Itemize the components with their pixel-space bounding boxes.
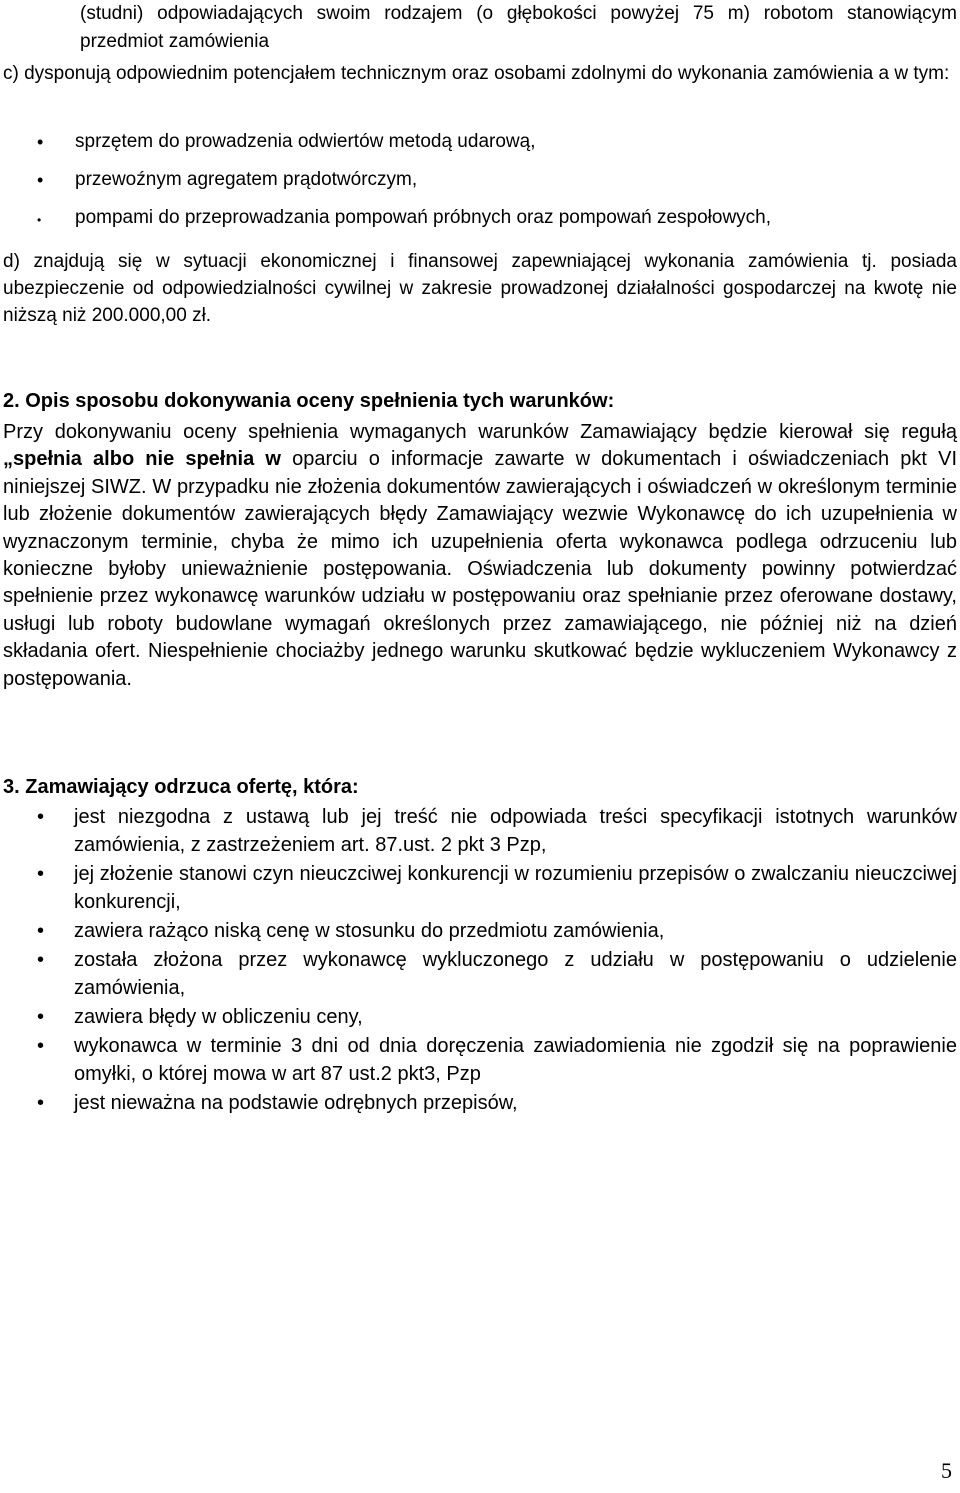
list-item bbox=[3, 204, 957, 242]
section-2-rule-bold: „spełnia albo nie spełnia w bbox=[3, 448, 281, 471]
list-item bbox=[3, 1089, 957, 1117]
list-item bbox=[3, 1032, 957, 1088]
list-item-text: została złożona przez wykonawcę wykluczonego z udziału w postępowaniu o udzielenie zamówienia, bbox=[74, 949, 957, 999]
bullet-icon: • bbox=[37, 132, 44, 152]
bullet-icon: • bbox=[37, 1035, 45, 1057]
bullet-icon: • bbox=[37, 806, 45, 828]
condition-d bbox=[3, 248, 957, 329]
section-2-text-after: oparciu o informacje zawarte w dokumentach i oświadczeniach pkt VI niniejszej SIWZ. W przypadku nie złożenia dokumentów zawierających i oświadczeń w określonym terminie lub złożenie dokumentów zawierających błędy Zamawiający wezwie Wykonawcę do ich uzupełnienia w wyznaczonym terminie, chyba że mimo ich uzupełnienia oferta wykonawca podlega odrzuceniu lub konieczne byłoby unieważnienie postępowania. Oświadczenia lub dokumenty powinny potwierdzać spełnienie przez wykonawcę warunków udziału w postępowaniu oraz spełnianie przez oferowane dostawy, usługi lub roboty budowlane wymagań określonych przez zamawiającego, nie później niż na dzień składania ofert. Niespełnienie chociażby jednego warunku skutkować będzie wykluczeniem Wykonawcy z postępowania. bbox=[3, 448, 957, 690]
page-number: 5 bbox=[941, 1458, 952, 1483]
section-2 bbox=[3, 388, 957, 693]
condition-d-text: d) znajdują się w sytuacji ekonomicznej i finansowej zapewniającej wykonania zamówienia tj. posiada ubezpieczenie od odpowiedzialności cywilnej w zakresie prowadzonej działalności gospodarczej na kwotę nie niższą niż 200.000,00 zł. bbox=[3, 251, 957, 326]
section-3 bbox=[3, 774, 957, 1118]
bullet-icon: • bbox=[37, 920, 45, 942]
bullet-icon: • bbox=[37, 1006, 45, 1028]
intro-block bbox=[3, 0, 957, 88]
list-item-text: pompami do przeprowadzania pompowań próbnych oraz pompowań zespołowych, bbox=[75, 207, 772, 228]
list-item bbox=[3, 1003, 957, 1031]
list-item-text: zawiera błędy w obliczeniu ceny, bbox=[74, 1006, 363, 1028]
list-item-text: jest niezgodna z ustawą lub jej treść nie odpowiada treści specyfikacji istotnych warunków zamówienia, z zastrzeżeniem art. 87.ust. 2 pkt 3 Pzp, bbox=[74, 806, 957, 856]
list-item bbox=[3, 803, 957, 859]
intro-continuation: (studni) odpowiadających swoim rodzajem (o głębokości powyżej 75 m) robotom stanowiącym przedmiot zamówienia bbox=[80, 3, 957, 52]
rejection-list bbox=[3, 803, 957, 1117]
section-2-heading: 2. Opis sposobu dokonywania oceny spełnienia tych warunków: bbox=[3, 390, 615, 412]
list-item-text: zawiera rażąco niską cenę w stosunku do przedmiotu zamówienia, bbox=[74, 920, 665, 942]
section-2-body bbox=[3, 419, 957, 693]
bullet-icon: • bbox=[37, 949, 45, 971]
bullet-icon: • bbox=[37, 170, 44, 190]
list-item bbox=[3, 166, 957, 204]
condition-c: c) dysponują odpowiednim potencjałem technicznym oraz osobami zdolnymi do wykonania zamówienia a w tym: bbox=[3, 63, 950, 84]
list-item-text: jej złożenie stanowi czyn nieuczciwej konkurencji w rozumieniu przepisów o zwalczaniu nieuczciwej konkurencji, bbox=[74, 863, 957, 913]
bullet-icon: • bbox=[37, 863, 45, 885]
bullet-icon: • bbox=[37, 1092, 45, 1114]
list-item bbox=[3, 917, 957, 945]
list-item-text: przewoźnym agregatem prądotwórczym, bbox=[75, 169, 418, 190]
section-3-heading: 3. Zamawiający odrzuca ofertę, która: bbox=[3, 776, 359, 798]
list-item bbox=[3, 946, 957, 1002]
list-item bbox=[3, 860, 957, 916]
list-item-text: jest nieważna na podstawie odrębnych przepisów, bbox=[74, 1092, 518, 1114]
list-item-text: sprzętem do prowadzenia odwiertów metodą udarową, bbox=[75, 131, 536, 152]
list-item bbox=[3, 128, 957, 166]
bullet-icon: • bbox=[37, 213, 42, 227]
section-2-text-before: Przy dokonywaniu oceny spełnienia wymaganych warunków Zamawiający będzie kierował się regułą bbox=[3, 421, 957, 443]
equipment-list bbox=[3, 128, 957, 242]
list-item-text: wykonawca w terminie 3 dni od dnia doręczenia zawiadomienia nie zgodził się na poprawienie omyłki, o której mowa w art 87 ust.2 pkt3, Pzp bbox=[74, 1035, 957, 1085]
